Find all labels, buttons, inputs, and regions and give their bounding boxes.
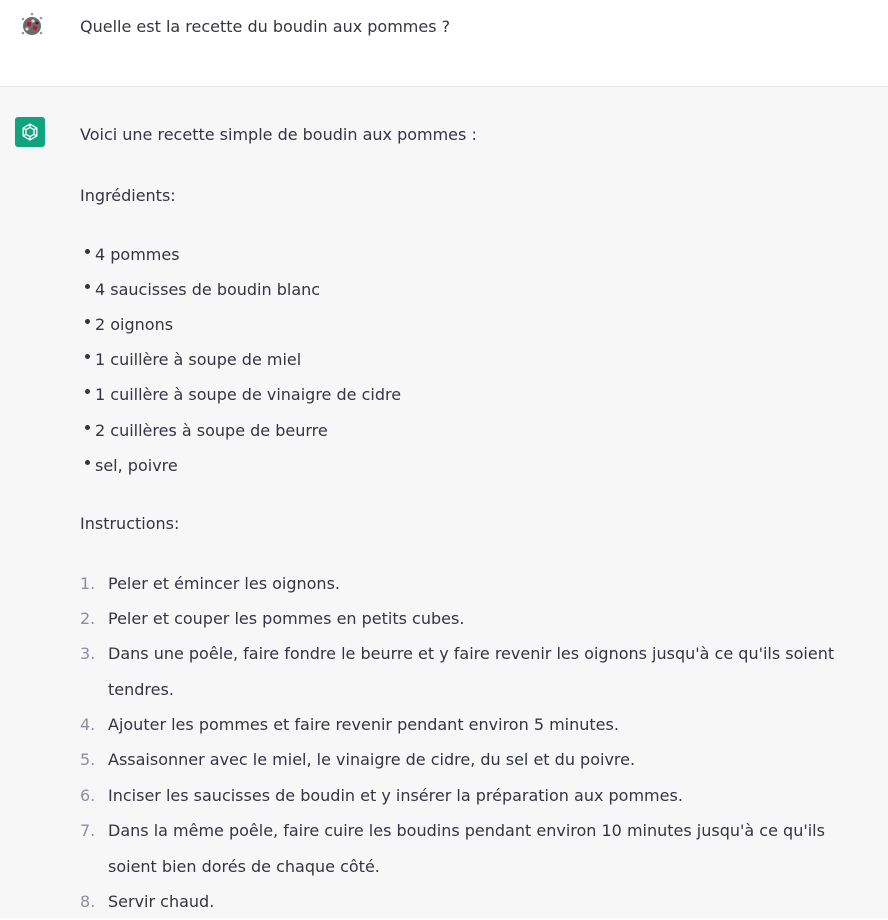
ingredients-heading: Ingrédients: <box>80 186 176 205</box>
step-number: 3. <box>80 644 96 663</box>
bullet-icon <box>85 249 90 254</box>
ingredient-item: 2 oignons <box>95 315 174 334</box>
user-message-row <box>0 0 888 87</box>
openai-logo-icon <box>15 117 45 147</box>
bullet-icon <box>85 284 90 289</box>
instruction-step: Peler et couper les pommes en petits cubes. <box>108 609 465 628</box>
instruction-step: Peler et émincer les oignons. <box>108 574 340 593</box>
user-message-text: Quelle est la recette du boudin aux pommes ? <box>80 17 451 36</box>
step-number: 6. <box>80 786 96 805</box>
instruction-step: Dans une poêle, faire fondre le beurre et y faire revenir les oignons jusqu'à ce qu'ils soient tendres. <box>108 644 835 699</box>
ingredient-item: 4 saucisses de boudin blanc <box>95 280 321 299</box>
instruction-step: Ajouter les pommes et faire revenir pendant environ 5 minutes. <box>108 715 619 734</box>
instruction-step: Servir chaud. <box>108 892 215 911</box>
ingredient-item: 2 cuillères à soupe de beurre <box>95 421 328 440</box>
ingredient-item: 1 cuillère à soupe de vinaigre de cidre <box>95 385 402 404</box>
bullet-icon <box>85 354 90 359</box>
ingredient-item: 4 pommes <box>95 245 180 264</box>
step-number: 8. <box>80 892 96 911</box>
step-number: 2. <box>80 609 96 628</box>
step-number: 1. <box>80 574 96 593</box>
bullet-icon <box>85 425 90 430</box>
ingredient-item: sel, poivre <box>95 456 178 475</box>
assistant-intro-text: Voici une recette simple de boudin aux pommes : <box>80 125 477 144</box>
step-number: 5. <box>80 750 96 769</box>
step-number: 4. <box>80 715 96 734</box>
instructions-heading: Instructions: <box>80 514 180 533</box>
ingredient-item: 1 cuillère à soupe de miel <box>95 350 302 369</box>
bullet-icon <box>85 460 90 465</box>
step-number: 7. <box>80 821 96 840</box>
bullet-icon <box>85 319 90 324</box>
bullet-icon <box>85 389 90 394</box>
instruction-step: Inciser les saucisses de boudin et y insérer la préparation aux pommes. <box>108 786 683 805</box>
instruction-step: Assaisonner avec le miel, le vinaigre de cidre, du sel et du poivre. <box>108 750 636 769</box>
user-avatar-icon <box>17 10 47 40</box>
instruction-step: Dans la même poêle, faire cuire les boudins pendant environ 10 minutes jusqu'à ce qu'ils soient bien dorés de chaque côté. <box>108 821 825 876</box>
